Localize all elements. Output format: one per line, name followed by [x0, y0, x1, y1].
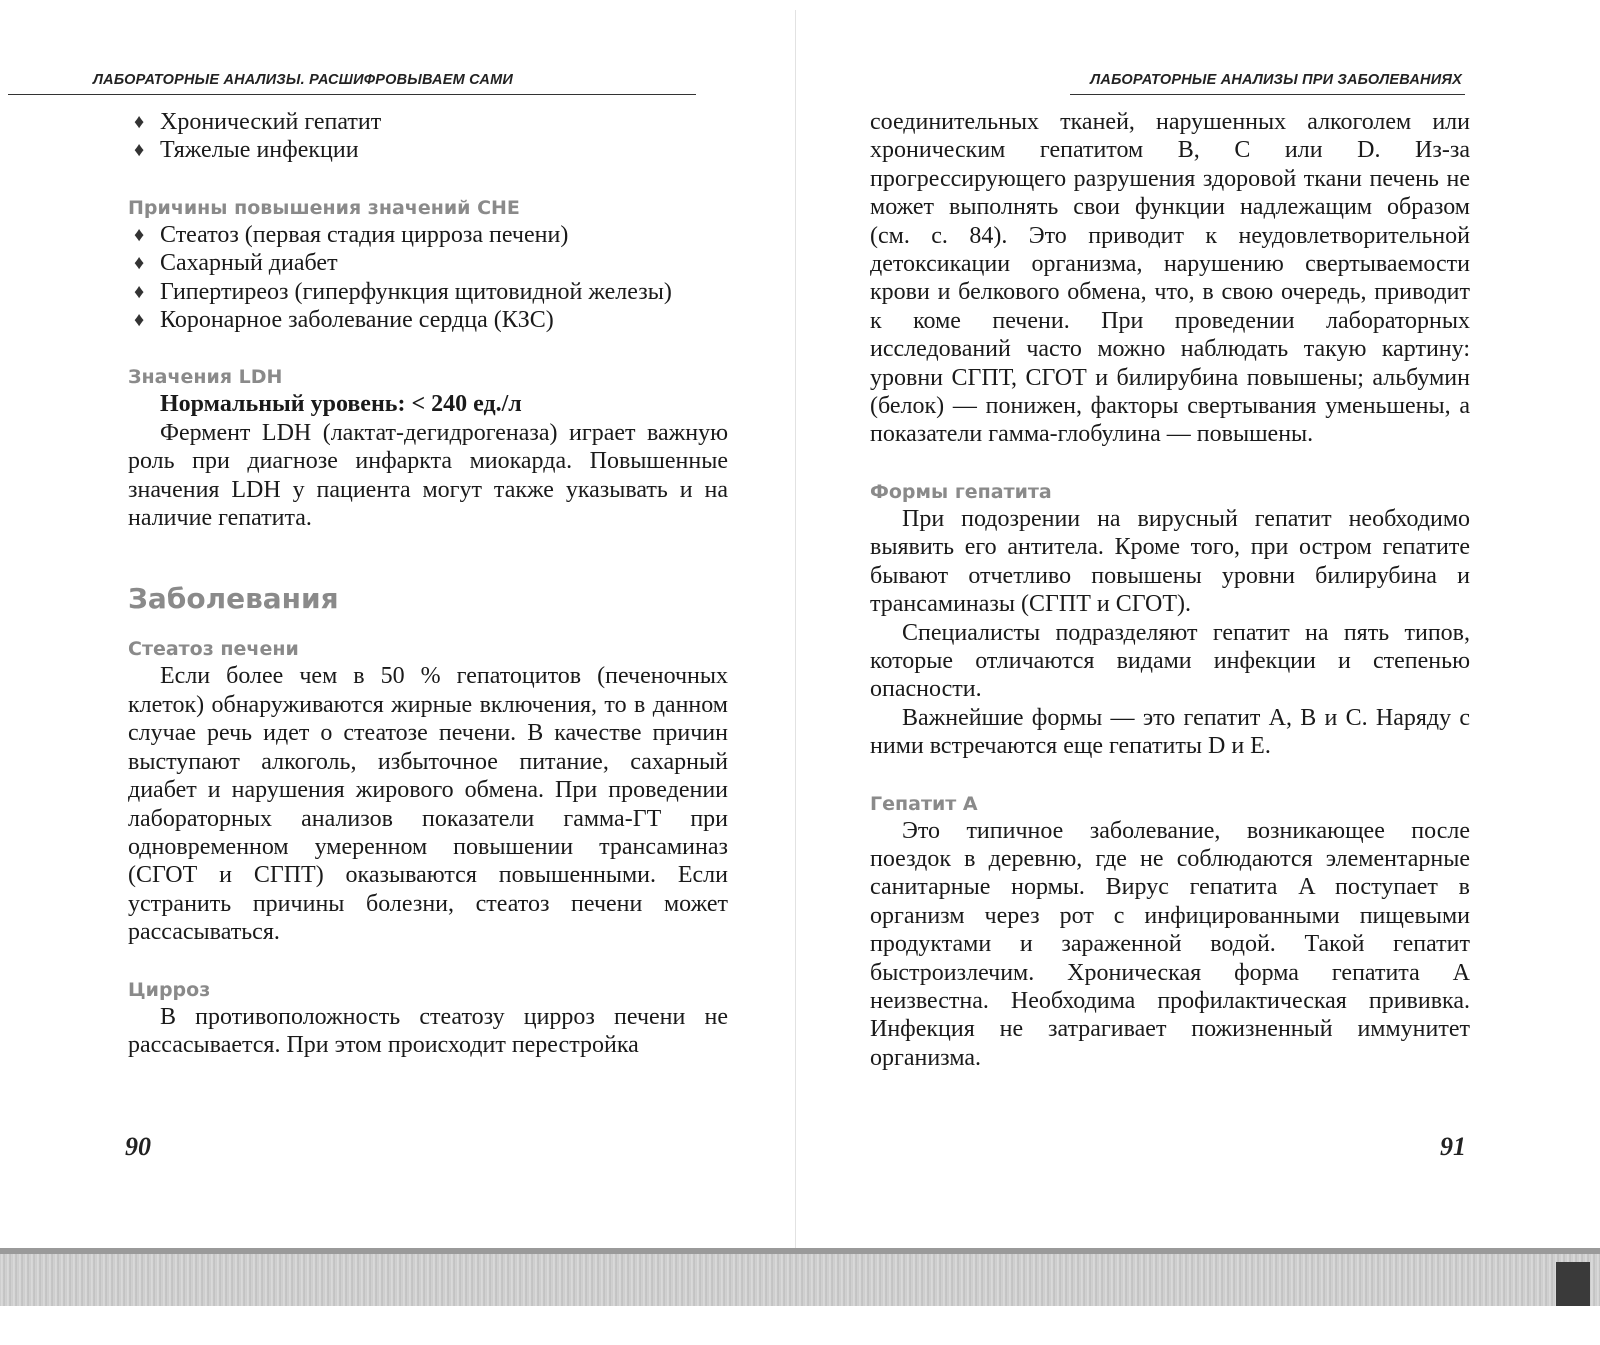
- scan-corner-shadow: [1556, 1262, 1590, 1306]
- header-rule: [8, 94, 696, 95]
- che-bullet-list: [128, 221, 728, 335]
- running-head: ЛАБОРАТОРНЫЕ АНАЛИЗЫ. РАСШИФРОВЫВАЕМ САМИ: [93, 72, 513, 88]
- steatosis-heading: Стеатоз печени: [128, 638, 299, 661]
- section-title: Заболевания: [128, 582, 339, 616]
- bullet-list: [128, 108, 728, 165]
- right-page-body: [870, 108, 1470, 1072]
- list-item: ♦ Коронарное заболевание сердца (КЗС): [134, 307, 554, 334]
- continuation-paragraph: соединительных тканей, нарушенных алкоголем или хроническим гепатитом B, C или D. Из-за прогрессирующего разрушения здоровой ткани печень не может выполнять свои функции надлежащим образом (см. с. 84). Это приводит к неудовлетворительной детоксикации организма, нарушению свертываемости крови и белкового обмена, что, в свою очередь, приводит к коме печени. При проведении лабораторных исследований часто можно наблюдать такую картину: уровни СГПТ, СГОТ и билирубина повышены; альбумин (белок) — понижен, факторы свертывания уменьшены, а показатели гамма-глобулина — повышены.: [870, 109, 1470, 448]
- list-item: ♦ Стеатоз (первая стадия цирроза печени): [134, 221, 569, 248]
- ldh-normal-level: Нормальный уровень: < 240 ед./л: [160, 391, 522, 418]
- diamond-bullet-icon: ♦: [134, 309, 145, 332]
- hepatitis-a-heading: Гепатит A: [870, 792, 978, 815]
- cirrhosis-paragraph: В противоположность стеатозу цирроз печени не рассасывается. При этом происходит перестройка: [128, 1003, 728, 1058]
- page-number: 91: [1440, 1132, 1466, 1161]
- diamond-bullet-icon: ♦: [134, 252, 145, 275]
- list-item: ♦ Хронический гепатит: [134, 109, 382, 135]
- list-item: ♦ Сахарный диабет: [134, 250, 338, 277]
- forms-paragraph-1: При подозрении на вирусный гепатит необходимо выявить его антитела. Кроме того, при остром гепатите бывают отчетливо повышены уровни билирубина и трансаминазы (СГПТ и СГОТ).: [870, 505, 1470, 618]
- forms-paragraph-2: Специалисты подразделяют гепатит на пять типов, которые отличаются видами инфекции и степенью опасности.: [870, 619, 1470, 703]
- header-rule: [1070, 94, 1465, 95]
- forms-paragraph-3: Важнейшие формы — это гепатит A, B и C. Наряду с ними встречаются еще гепатиты D и E.: [870, 704, 1470, 760]
- running-head: ЛАБОРАТОРНЫЕ АНАЛИЗЫ ПРИ ЗАБОЛЕВАНИЯХ: [1090, 72, 1462, 88]
- ldh-paragraph: Фермент LDH (лактат-дегидрогеназа) играет важную роль при диагнозе инфаркта миокарда. Повышенные значения LDH у пациента могут также указывать и на наличие гепатита.: [128, 419, 728, 532]
- cirrhosis-heading: Цирроз: [128, 978, 211, 1001]
- scan-edge-strip: [0, 1248, 1600, 1306]
- diamond-bullet-icon: ♦: [134, 111, 145, 133]
- steatosis-paragraph: Если более чем в 50 % гепатоцитов (печеночных клеток) обнаруживаются жирные включения, то в данном случае речь идет о стеатозе печени. В качестве причин выступают алкоголь, избыточное питание, сахарный диабет и нарушения жирового обмена. При проведении лабораторных анализов показатели гамма-ГТ при одновременном умеренном повышении трансаминаз (СГОТ и СГПТ) оказываются повышенными. Если устранить причины болезни, стеатоз печени может рассасываться.: [128, 663, 728, 946]
- book-spine: [795, 10, 796, 1270]
- ldh-heading: Значения LDH: [128, 366, 283, 389]
- diamond-bullet-icon: ♦: [134, 139, 145, 162]
- left-page-body: [128, 108, 728, 1059]
- diamond-bullet-icon: ♦: [134, 223, 145, 246]
- list-item: ♦ Тяжелые инфекции: [134, 137, 359, 164]
- page-number: 90: [125, 1132, 151, 1161]
- scan-edge-shade: [0, 1248, 1600, 1254]
- diamond-bullet-icon: ♦: [134, 280, 145, 303]
- hepatitis-a-paragraph: Это типичное заболевание, возникающее после поездок в деревню, где не соблюдаются элементарные санитарные нормы. Вирус гепатита A поступает в организм через рот с инфицированными пищевыми продуктами и зараженной водой. Такой гепатит быстроизлечим. Хроническая форма гепатита A неизвестна. Необходима профилактическая прививка. Инфекция не затрагивает пожизненный иммунитет организма.: [870, 817, 1470, 1071]
- list-item: ♦ Гипертиреоз (гиперфункция щитовидной железы): [134, 278, 672, 305]
- forms-heading: Формы гепатита: [870, 480, 1052, 503]
- che-heading: Причины повышения значений CHE: [128, 196, 520, 219]
